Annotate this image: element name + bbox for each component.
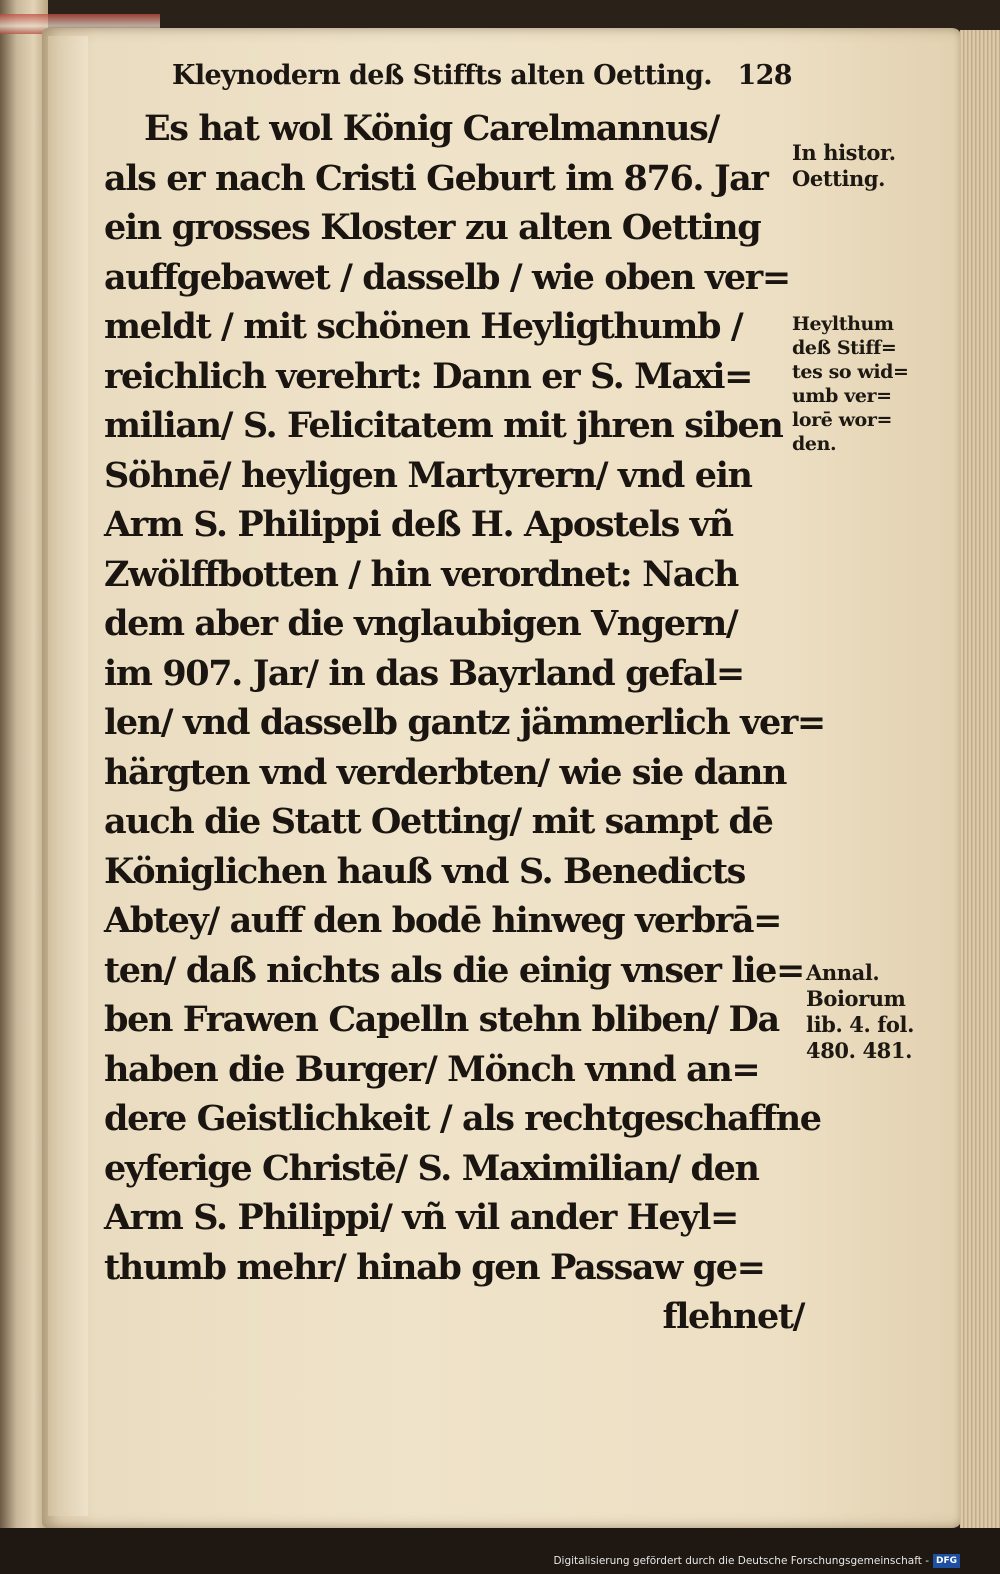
body-text bbox=[104, 104, 825, 1342]
margin-note-line: 480. 481. bbox=[806, 1038, 913, 1063]
text-line: ben Frawen Capelln stehn bliben/ Da bbox=[104, 999, 779, 1040]
margin-note-line: lorē wor= bbox=[792, 409, 892, 431]
page-stack-edge bbox=[960, 30, 1000, 1530]
margin-note-historia bbox=[792, 140, 896, 192]
dfg-logo: DFG bbox=[933, 1554, 960, 1568]
digitization-credit bbox=[553, 1552, 960, 1570]
margin-note-annales bbox=[806, 960, 914, 1064]
text-line: reichlich verehrt: Dann er S. Maxi= bbox=[104, 355, 753, 397]
credit-text: Digitalisierung gefördert durch die Deutsche Forschungsgemeinschaft - bbox=[553, 1555, 929, 1567]
text-line: dere Geistlichkeit / als rechtgeschaffne bbox=[104, 1098, 821, 1139]
margin-note-line: tes so wid= bbox=[792, 361, 909, 383]
margin-note-line: In histor. bbox=[792, 140, 896, 165]
margin-note-line: deß Stiff= bbox=[792, 337, 897, 359]
running-title: Kleynodern deß Stiffts alten Oetting. bbox=[172, 60, 713, 91]
text-line: Söhnē/ heyligen Martyrern/ vnd ein bbox=[104, 454, 752, 496]
text-line: haben die Burger/ Mönch vnnd an= bbox=[104, 1048, 760, 1090]
text-line: Es hat wol König Carelmannus/ bbox=[144, 108, 719, 149]
margin-note-line: umb ver= bbox=[792, 385, 892, 407]
text-line: thumb mehr/ hinab gen Passaw ge= bbox=[104, 1246, 765, 1288]
text-line: eyferige Christē/ S. Maximilian/ den bbox=[104, 1147, 759, 1189]
margin-note-line: Boiorum bbox=[806, 986, 906, 1011]
text-line: Arm S. Philippi/ vñ vil ander Heyl= bbox=[104, 1197, 738, 1238]
text-line: härgten vnd verderbten/ wie sie dann bbox=[104, 751, 787, 793]
margin-note-line: Oetting. bbox=[792, 166, 886, 191]
text-line: ein grosses Kloster zu alten Oetting bbox=[104, 207, 761, 248]
text-line: meldt / mit schönen Heyligthumb / bbox=[104, 306, 743, 347]
page-number: 128 bbox=[737, 60, 792, 91]
text-line: len/ vnd dasselb gantz jämmerlich ver= bbox=[104, 702, 825, 743]
text-line: ten/ daß nichts als die einig vnser lie= bbox=[104, 949, 804, 991]
text-line: dem aber die vnglaubigen Vngern/ bbox=[104, 603, 738, 644]
text-line: milian/ S. Felicitatem mit jhren siben bbox=[104, 405, 783, 446]
text-line: auch die Statt Oetting/ mit sampt dē bbox=[104, 801, 773, 842]
page-gutter bbox=[48, 36, 88, 1516]
left-binding-edge bbox=[0, 0, 48, 1574]
text-line-catchword: flehnet/ bbox=[662, 1296, 804, 1337]
text-line: Zwölffbotten / hin verordnet: Nach bbox=[104, 553, 738, 595]
text-line: im 907. Jar/ in das Bayrland gefal= bbox=[104, 652, 744, 694]
margin-note-line: Annal. bbox=[806, 960, 880, 985]
margin-note-heylthum bbox=[792, 312, 909, 456]
text-line: auffgebawet / dasselb / wie oben ver= bbox=[104, 256, 790, 298]
text-line: als er nach Cristi Geburt im 876. Jar bbox=[104, 157, 768, 199]
text-line: Abtey/ auff den bodē hinweg verbrā= bbox=[104, 900, 782, 941]
text-line: Königlichen hauß vnd S. Benedicts bbox=[104, 850, 745, 892]
margin-note-line: den. bbox=[792, 433, 837, 455]
margin-note-line: Heylthum bbox=[792, 313, 894, 335]
running-header bbox=[172, 60, 792, 100]
margin-note-line: lib. 4. fol. bbox=[806, 1012, 915, 1037]
text-line: Arm S. Philippi deß H. Apostels vñ bbox=[104, 504, 733, 545]
